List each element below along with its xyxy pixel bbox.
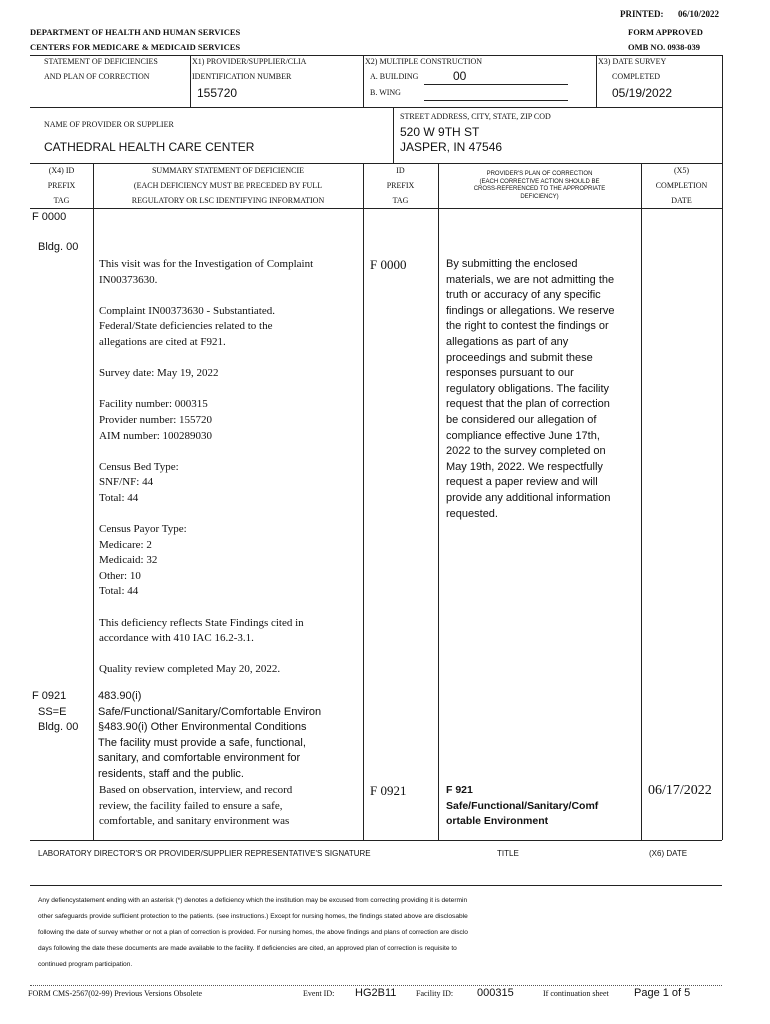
plan-line: materials, we are not admitting the	[446, 273, 615, 286]
plan-f921-line: ortable Environment	[446, 815, 549, 828]
footnote-line: continued program participation.	[38, 961, 133, 968]
regulation-line: The facility must provide a safe, functional,	[98, 736, 306, 749]
completion-date: 06/17/2022	[648, 783, 712, 798]
tag-f0921-block	[32, 689, 78, 736]
survey-date: 05/19/2022	[612, 86, 673, 100]
footnote	[38, 893, 728, 973]
observation-line: Based on observation, interview, and record	[99, 784, 293, 796]
header-bottom	[30, 208, 722, 209]
plan-line: 2022 to the survey completed on	[446, 445, 606, 458]
plan-line: request that the plan of correction	[446, 398, 610, 411]
provider-id: 155720	[197, 86, 238, 100]
divider	[596, 55, 597, 107]
form-number: FORM CMS-2567(02-99) Previous Versions Obsolete	[28, 989, 203, 998]
plan-line: compliance effective June 17th,	[446, 429, 600, 442]
regulation-line: sanitary, and comfortable environment for	[98, 752, 301, 765]
plan-header-2: (EACH CORRECTIVE ACTION SHOULD BE	[479, 178, 600, 185]
plan-line: May 19th, 2022. We respectfully	[446, 460, 603, 473]
x3-label: X3) DATE SURVEY	[598, 57, 667, 66]
regulation-line: 483.90(i)	[98, 690, 142, 702]
summary-line: Provider number: 155720	[99, 413, 213, 426]
id-f0000: F 0000	[370, 257, 407, 272]
provider-name: CATHEDRAL HEALTH CARE CENTER	[44, 140, 255, 154]
x5-header-3: DATE	[671, 196, 692, 205]
x4-header: (X4) ID	[48, 166, 75, 175]
col-divider	[363, 163, 364, 840]
facility-id-value: 000315	[477, 987, 514, 999]
id-header-3: TAG	[392, 196, 409, 205]
col-divider	[93, 163, 94, 840]
statement-label: STATEMENT OF DEFICIENCIES	[44, 57, 158, 66]
footnote-line: Any defiencystatement ending with an asterisk (*) denotes a deficiency which the institution may be excused from correcting providing it is determin	[38, 897, 468, 904]
summary-line: Total: 44	[99, 585, 139, 598]
footnote-line: following the date of survey whether or not a plan of correction is provided. For nursing homes, the above findings and plans of correction are disclo	[38, 929, 468, 936]
provider-name-label: NAME OF PROVIDER OR SUPPLIER	[44, 120, 174, 129]
wing-underline	[424, 100, 568, 101]
building-underline	[424, 84, 568, 85]
x3-completed: COMPLETED	[612, 72, 660, 81]
summary-line: allegations are cited at F921.	[99, 335, 226, 348]
bldg-2: Bldg. 00	[38, 721, 79, 734]
street-label: STREET ADDRESS, CITY, STATE, ZIP COD	[400, 112, 551, 121]
col-divider	[641, 163, 642, 840]
street-line2: JASPER, IN 47546	[400, 140, 503, 154]
plan-line: proceedings and submit these	[446, 351, 593, 364]
divider	[393, 107, 394, 163]
x4-header-2: PREFIX	[47, 181, 76, 190]
plan-header-3: CROSS-REFERENCED TO THE APPROPRIATE	[473, 186, 606, 192]
col-divider	[438, 163, 439, 840]
summary-block	[99, 257, 361, 678]
regulation-line: §483.90(i) Other Environmental Conditions	[98, 721, 307, 734]
summary-line: This deficiency reflects State Findings cited in	[99, 616, 304, 629]
x2-label: X2) MULTIPLE CONSTRUCTION	[365, 57, 483, 66]
id-header: ID	[396, 166, 405, 175]
summary-line: SNF/NF: 44	[99, 476, 154, 489]
summary-line: Medicare: 2	[99, 538, 152, 551]
plan-line: findings or allegations. We reserve	[446, 304, 615, 317]
plan-line: request a paper review and will	[446, 476, 598, 489]
omb-number: OMB NO. 0938-039	[628, 42, 701, 52]
plan-line: be considered our allegation of	[446, 413, 597, 426]
plan-header-4: DEFICIENCY)	[520, 193, 559, 200]
table-bottom	[30, 840, 722, 841]
summary-line: Other: 10	[99, 569, 141, 582]
wing-label: B. WING	[370, 88, 401, 97]
x4-header-3: TAG	[53, 196, 70, 205]
street-line1: 520 W 9TH ST	[400, 125, 480, 139]
summary-line: Medicaid: 32	[99, 554, 158, 567]
plan-header	[438, 171, 641, 201]
x1-label: X1) PROVIDER/SUPPLIER/CLIA	[192, 57, 307, 66]
footnote-line: days following the date these documents are made available to the facility. If deficiencies are cited, an approved plan of correction is requisite to	[38, 945, 457, 952]
signature-bottom	[30, 885, 722, 886]
summary-line: This visit was for the Investigation of Complaint	[99, 258, 314, 270]
plan-text	[446, 257, 640, 522]
right-border	[722, 55, 723, 840]
printed-label: PRINTED:	[620, 9, 664, 19]
title-label: TITLE	[497, 849, 519, 858]
regulation-line: residents, staff and the public.	[98, 767, 244, 780]
divider	[363, 55, 364, 107]
event-id-value: HG2B11	[355, 987, 397, 999]
regulation-line: Safe/Functional/Sanitary/Comfortable Environ	[98, 705, 322, 718]
x5-header-2: COMPLETION	[655, 181, 708, 190]
summary-header-2: (EACH DEFICIENCY MUST BE PRECEDED BY FULL	[133, 181, 323, 190]
dept-line2: CENTERS FOR MEDICARE & MEDICAID SERVICES	[30, 42, 241, 52]
plan-line: responses pursuant to our	[446, 367, 574, 380]
plan-line: provide any additional information	[446, 491, 611, 504]
summary-line: AIM number: 100289030	[99, 429, 213, 442]
statement-label-2: AND PLAN OF CORRECTION	[44, 72, 150, 81]
date-label: (X6) DATE	[649, 849, 688, 858]
plan-line: truth or accuracy of any specific	[446, 289, 601, 302]
summary-line: IN00373630.	[99, 273, 158, 286]
divider	[30, 107, 722, 108]
bldg-1: Bldg. 00	[38, 241, 79, 253]
building-value: 00	[453, 69, 467, 83]
plan-f921-tag: F 921	[446, 784, 473, 796]
top-border	[30, 55, 722, 56]
page-number: Page 1 of 5	[634, 987, 691, 999]
summary-line: Facility number: 000315	[99, 398, 208, 411]
summary-line: Quality review completed May 20, 2022.	[99, 663, 281, 676]
plan-f921-block	[446, 783, 640, 830]
summary-header: SUMMARY STATEMENT OF DEFICIENCIE	[151, 166, 305, 175]
id-header-2: PREFIX	[386, 181, 415, 190]
tag-f0000: F 0000	[32, 211, 67, 223]
footnote-line: other safeguards provide sufficient protection to the patients. (see instructions.) Except for nursing homes, the findings stated above are disclosable	[38, 913, 468, 920]
divider	[190, 55, 191, 107]
plan-line: requested.	[446, 507, 498, 520]
id-f0921: F 0921	[370, 783, 407, 798]
summary-line: Survey date: May 19, 2022	[99, 367, 219, 380]
summary-line: Total: 44	[99, 491, 139, 504]
signature-label: LABORATORY DIRECTOR'S OR PROVIDER/SUPPLIER REPRESENTATIVE'S SIGNATURE	[38, 849, 371, 858]
plan-line: By submitting the enclosed	[446, 258, 578, 270]
form-approved: FORM APPROVED	[628, 27, 703, 37]
summary-header-3: REGULATORY OR LSC IDENTIFYING INFORMATION	[131, 196, 325, 205]
dept-line1: DEPARTMENT OF HEALTH AND HUMAN SERVICES	[30, 27, 241, 37]
event-id-label: Event ID:	[303, 989, 335, 998]
summary-line: Census Bed Type:	[99, 460, 179, 473]
x5-header: (X5)	[673, 166, 690, 175]
summary-line: accordance with 410 IAC 16.2-3.1.	[99, 632, 254, 645]
plan-header-1: PROVIDER'S PLAN OF CORRECTION	[486, 171, 593, 177]
observation-block	[99, 783, 361, 830]
tag-f0921: F 0921	[32, 690, 67, 702]
regulation-block	[98, 689, 360, 783]
divider	[30, 163, 722, 164]
footer-divider	[30, 985, 722, 986]
facility-id-label: Facility ID:	[416, 989, 454, 998]
plan-f921-line: Safe/Functional/Sanitary/Comf	[446, 799, 599, 812]
plan-line: the right to contest the findings or	[446, 320, 609, 333]
plan-line: regulatory obligations. The facility	[446, 382, 610, 395]
plan-line: allegations as part of any	[446, 335, 569, 348]
scope-severity: SS=E	[38, 705, 67, 718]
printed-date: 06/10/2022	[678, 9, 720, 19]
continuation-label: If continuation sheet	[543, 989, 609, 998]
x1-label-2: IDENTIFICATION NUMBER	[192, 72, 292, 81]
observation-line: review, the facility failed to ensure a safe,	[99, 799, 283, 812]
observation-line: comfortable, and sanitary environment was	[99, 815, 290, 828]
summary-line: Complaint IN00373630 - Substantiated.	[99, 304, 275, 317]
summary-line: Federal/State deficiencies related to the	[99, 320, 273, 333]
summary-line: Census Payor Type:	[99, 523, 187, 536]
building-label: A. BUILDING	[370, 72, 419, 81]
